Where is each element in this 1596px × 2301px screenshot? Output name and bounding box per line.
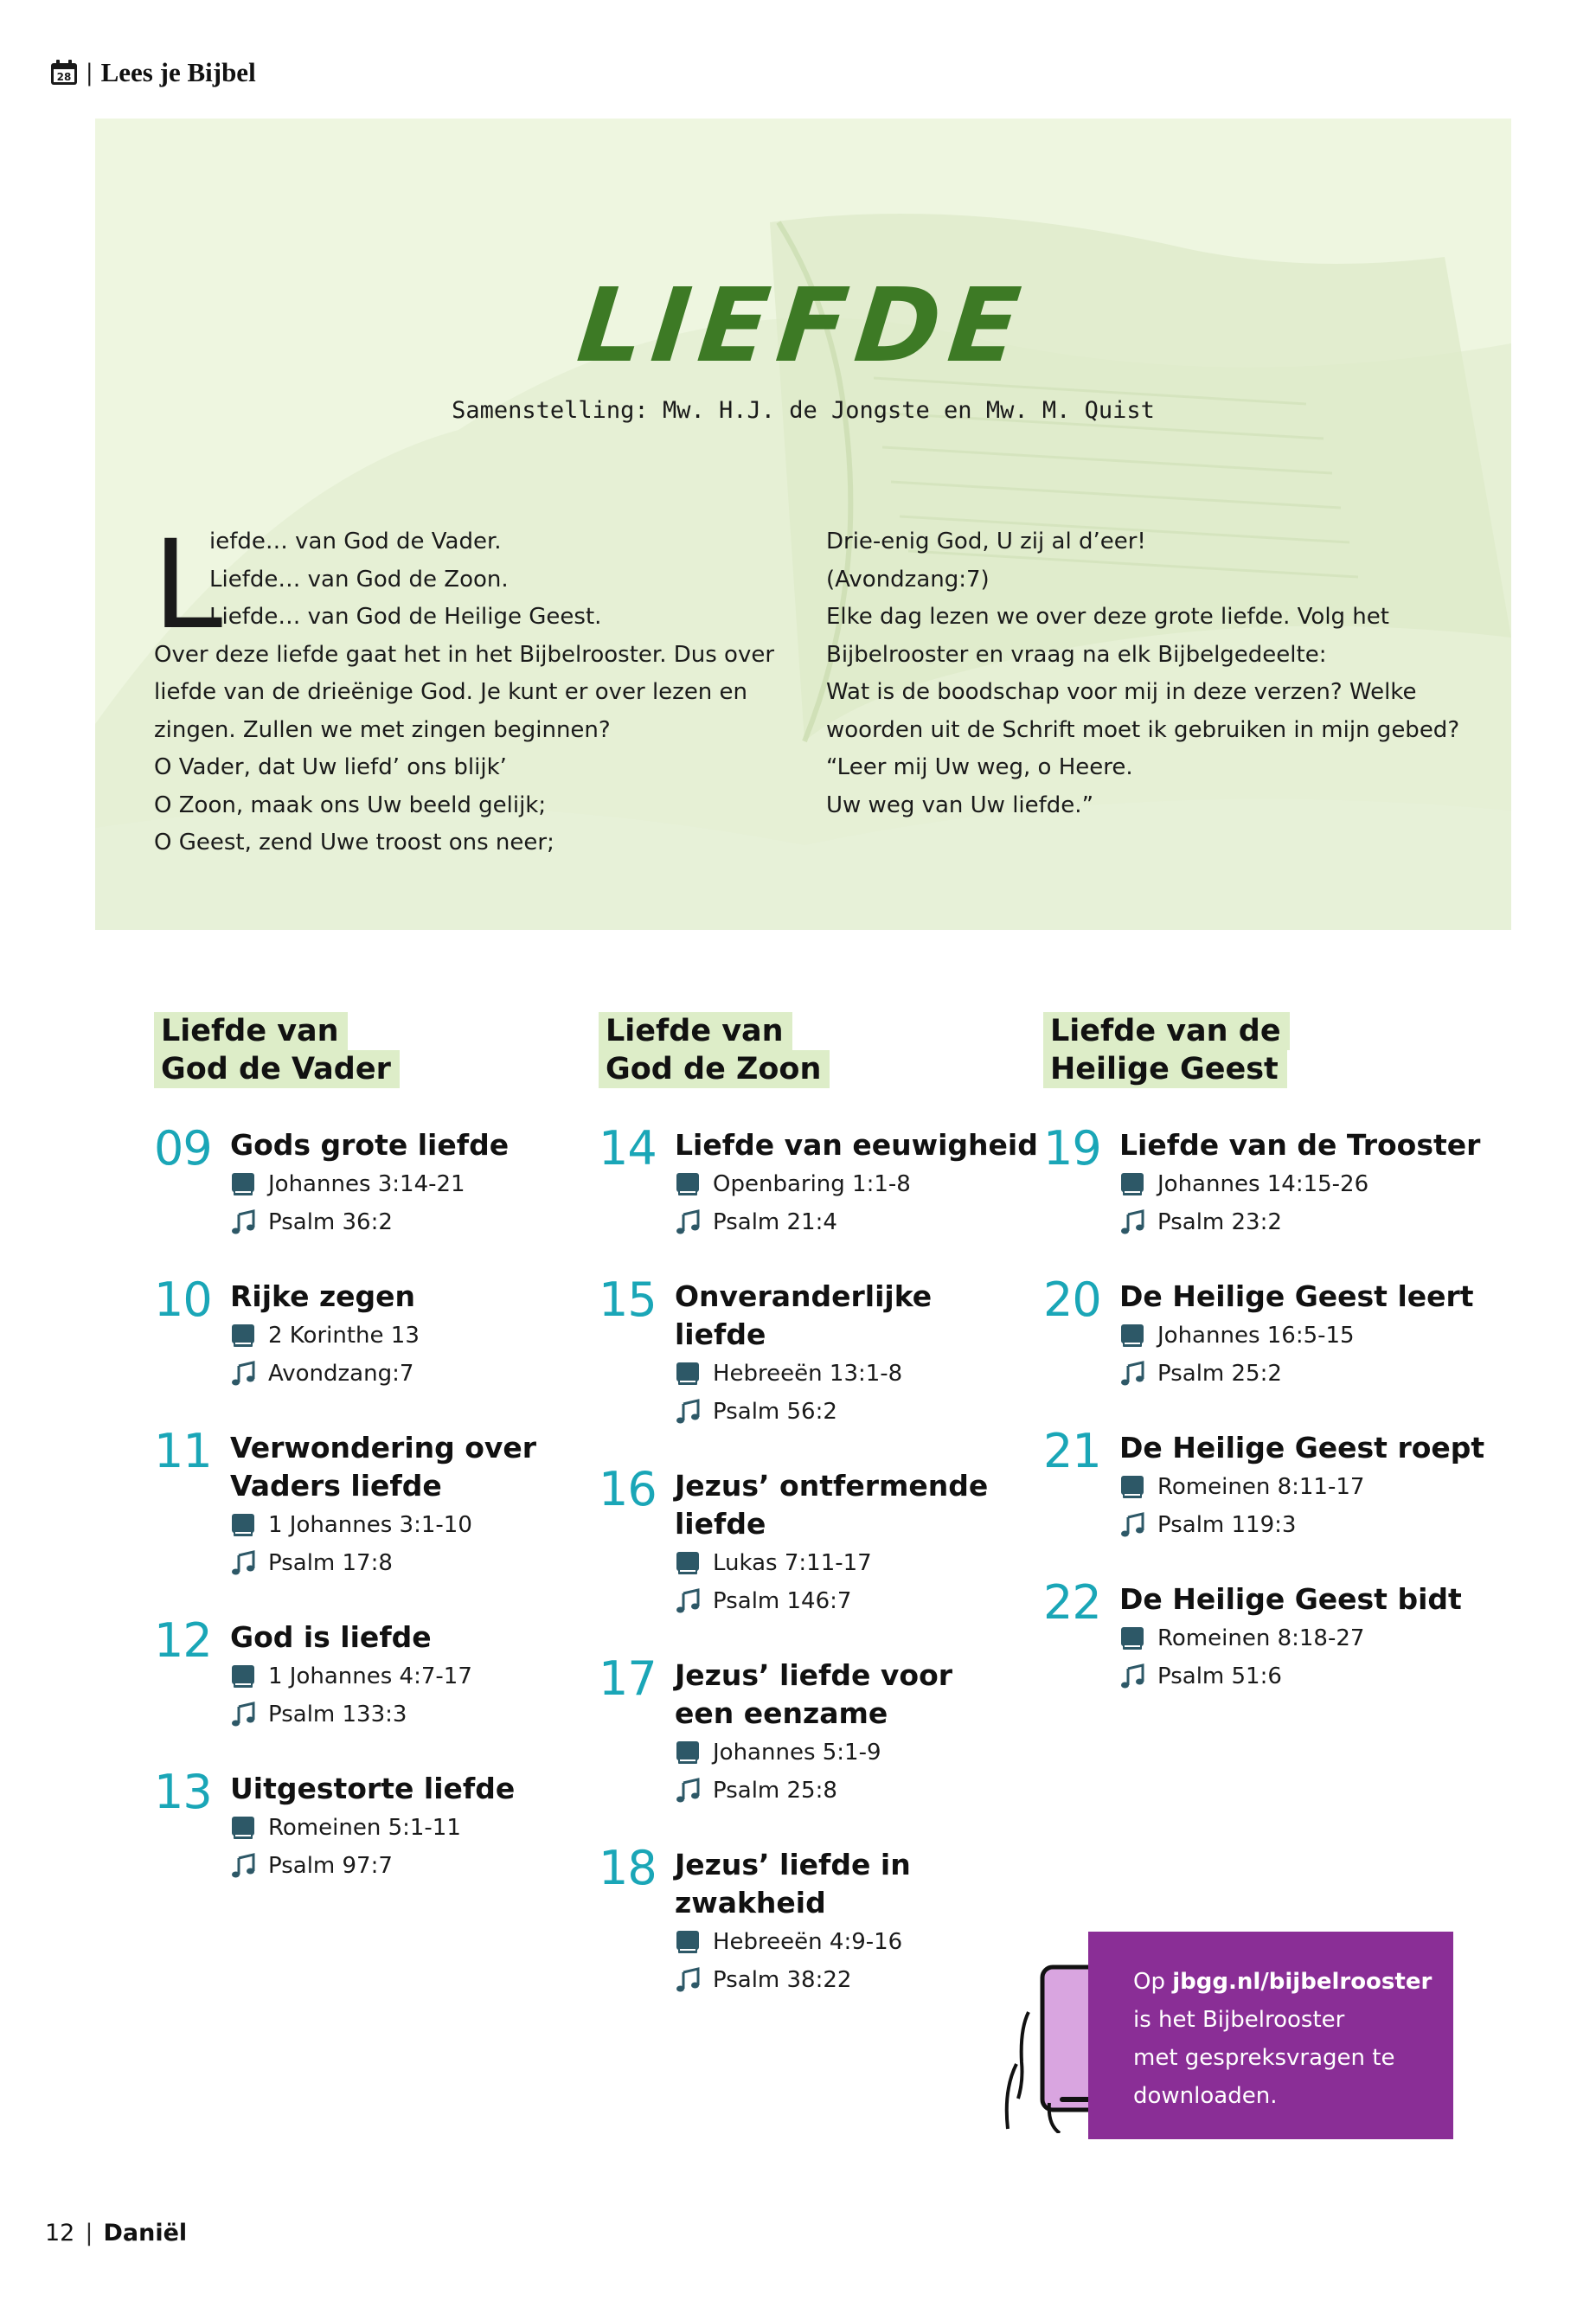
bible-reference-text: Romeinen 5:1-11: [268, 1815, 461, 1841]
music-note-icon: [1119, 1663, 1145, 1689]
bible-reference-text: Openbaring 1:1-8: [713, 1171, 911, 1197]
section-heading-line: God de Vader: [154, 1050, 400, 1088]
svg-text:28: 28: [56, 71, 72, 83]
reading-title: Liefde van de Trooster: [1119, 1128, 1481, 1162]
reading-title: Gods grote liefde: [230, 1128, 510, 1162]
page-number: 12: [45, 2220, 75, 2247]
section-heading-line: Liefde van: [154, 1012, 348, 1050]
day-number: 14: [599, 1121, 657, 1176]
song-reference-text: Psalm 17:8: [268, 1550, 393, 1576]
bible-reference-text: Johannes 14:15-26: [1157, 1171, 1369, 1197]
day-number: 09: [154, 1121, 212, 1176]
reading-title: De Heilige Geest roept: [1119, 1431, 1485, 1465]
intro-line: Drie-enig God, U zij al d’eer!: [826, 529, 1146, 554]
bible-reference-text: Romeinen 8:11-17: [1157, 1474, 1365, 1500]
music-note-icon: [1119, 1361, 1145, 1387]
book-icon: [230, 1512, 256, 1538]
intro-line: Liefde… van God de Zoon.: [209, 566, 509, 593]
day-number: 22: [1043, 1575, 1101, 1630]
bible-reference: [675, 1740, 881, 1766]
book-icon: [230, 1663, 256, 1689]
promo-line: is het Bijbelrooster: [1133, 2007, 1345, 2033]
music-note-icon: [675, 1588, 701, 1614]
song-reference-text: Psalm 146:7: [713, 1588, 852, 1614]
drop-cap: L: [154, 510, 227, 655]
bible-reference-text: Johannes 16:5-15: [1157, 1323, 1355, 1349]
reading-title: God is liefde: [230, 1620, 432, 1654]
header-title: Lees je Bijbel: [100, 57, 256, 87]
reading-title: Verwondering over Vaders liefde: [230, 1431, 537, 1503]
footer-section: Daniël: [103, 2220, 188, 2247]
song-reference: [230, 1853, 393, 1879]
promo-text: [1133, 1963, 1432, 2115]
bible-reference: [230, 1512, 472, 1538]
intro-line: Over deze liefde gaat het in het Bijbelrooster. Dus over: [154, 641, 775, 668]
bible-reference-text: 1 Johannes 4:7-17: [268, 1663, 472, 1689]
music-note-icon: [230, 1361, 256, 1387]
intro-left-column: [154, 510, 777, 862]
reading-title: Rijke zegen: [230, 1279, 416, 1313]
header-separator: |: [87, 58, 93, 87]
song-reference-text: Psalm 21:4: [713, 1209, 837, 1235]
calendar-icon: [50, 60, 78, 86]
day-number: 13: [154, 1765, 212, 1819]
intro-line: (Avondzang:7): [826, 566, 990, 593]
bible-reference: [230, 1171, 465, 1197]
song-reference: [1119, 1663, 1282, 1689]
song-reference-text: Psalm 97:7: [268, 1853, 393, 1879]
intro-line: O Vader, dat Uw liefd’ ons blijk’: [154, 754, 507, 780]
section-heading-line: God de Zoon: [599, 1050, 830, 1088]
bible-reference-text: Hebreeën 4:9-16: [713, 1929, 903, 1955]
bible-reference-text: 2 Korinthe 13: [268, 1323, 420, 1349]
bible-reference: [1119, 1171, 1368, 1197]
intro-line: “Leer mij Uw weg, o Heere.: [826, 754, 1133, 780]
reading-title: Jezus’ liefde voor een eenzame: [675, 1658, 953, 1730]
song-reference-text: Psalm 133:3: [268, 1702, 407, 1727]
bible-reference: [230, 1323, 420, 1349]
day-number: 18: [599, 1841, 657, 1895]
intro-line: Liefde… van God de Heilige Geest.: [209, 604, 602, 630]
day-number: 16: [599, 1462, 657, 1516]
bible-reference-text: Johannes 5:1-9: [713, 1740, 881, 1766]
song-reference: [230, 1702, 407, 1727]
song-reference: [230, 1550, 393, 1576]
bible-reference-text: 1 Johannes 3:1-10: [268, 1512, 472, 1538]
song-reference: [1119, 1209, 1282, 1235]
bible-reference: [1119, 1474, 1364, 1500]
song-reference: [675, 1399, 837, 1425]
bible-reference-text: Johannes 3:14-21: [268, 1171, 465, 1197]
intro-line: zingen. Zullen we met zingen beginnen?: [154, 716, 611, 743]
promo-line: met gespreksvragen te: [1133, 2045, 1395, 2071]
section-heading-line: Liefde van: [599, 1012, 792, 1050]
bible-reference: [1119, 1323, 1355, 1349]
book-icon: [1119, 1474, 1145, 1500]
song-reference-text: Psalm 36:2: [268, 1209, 393, 1235]
music-note-icon: [230, 1550, 256, 1576]
book-icon: [230, 1815, 256, 1841]
section-heading-zoon: [599, 1012, 830, 1088]
song-reference: [1119, 1361, 1282, 1387]
song-reference: [230, 1361, 413, 1387]
bible-reference: [230, 1815, 461, 1841]
intro-right-column: [826, 523, 1484, 824]
music-note-icon: [1119, 1209, 1145, 1235]
reading-title: Uitgestorte liefde: [230, 1772, 516, 1805]
book-icon: [675, 1740, 701, 1766]
page-header: [50, 57, 256, 88]
music-note-icon: [230, 1702, 256, 1727]
day-number: 15: [599, 1272, 657, 1327]
reading-title: De Heilige Geest leert: [1119, 1279, 1474, 1313]
music-note-icon: [675, 1967, 701, 1993]
music-note-icon: [675, 1778, 701, 1804]
day-number: 20: [1043, 1272, 1101, 1327]
song-reference-text: Avondzang:7: [268, 1361, 414, 1387]
song-reference: [230, 1209, 393, 1235]
intro-line: iefde… van God de Vader.: [209, 529, 502, 554]
book-icon: [675, 1361, 701, 1387]
music-note-icon: [230, 1853, 256, 1879]
music-note-icon: [230, 1209, 256, 1235]
song-reference: [675, 1967, 851, 1993]
reading-title: Jezus’ ontfermende liefde: [675, 1469, 989, 1541]
book-icon: [1119, 1323, 1145, 1349]
song-reference: [675, 1588, 851, 1614]
song-reference-text: Psalm 119:3: [1157, 1512, 1297, 1538]
day-number: 12: [154, 1613, 212, 1668]
page-footer: [45, 2220, 187, 2247]
reading-title: Jezus’ liefde in zwakheid: [675, 1848, 911, 1920]
day-number: 17: [599, 1651, 657, 1706]
reading-title: Onveranderlijke liefde: [675, 1279, 933, 1351]
promo-line: downloaden.: [1133, 2083, 1278, 2109]
music-note-icon: [1119, 1512, 1145, 1538]
promo-link[interactable]: jbgg.nl/bijbelrooster: [1172, 1969, 1433, 1995]
music-note-icon: [675, 1209, 701, 1235]
song-reference: [1119, 1512, 1296, 1538]
intro-line: Bijbelrooster en vraag na elk Bijbelgedeelte:: [826, 641, 1327, 668]
song-reference: [675, 1778, 837, 1804]
section-heading-geest: [1043, 1012, 1290, 1088]
section-heading-line: Heilige Geest: [1043, 1050, 1287, 1088]
book-icon: [230, 1323, 256, 1349]
book-icon: [675, 1171, 701, 1197]
reading-title: De Heilige Geest bidt: [1119, 1582, 1462, 1616]
day-number: 19: [1043, 1121, 1101, 1176]
song-reference-text: Psalm 56:2: [713, 1399, 837, 1425]
footer-separator: |: [85, 2220, 93, 2247]
download-promo-box: [1088, 1932, 1453, 2139]
promo-prefix: Op: [1133, 1969, 1173, 1995]
song-reference-text: Psalm 38:22: [713, 1967, 852, 1993]
book-icon: [675, 1929, 701, 1955]
page-title: LIEFDE: [572, 266, 1035, 385]
reading-title: Liefde van eeuwigheid: [675, 1128, 1038, 1162]
day-number: 21: [1043, 1424, 1101, 1478]
bible-reference-text: Hebreeën 13:1-8: [713, 1361, 903, 1387]
intro-line: O Zoon, maak ons Uw beeld gelijk;: [154, 792, 547, 818]
bible-reference: [675, 1550, 872, 1576]
book-icon: [1119, 1625, 1145, 1651]
book-icon: [230, 1171, 256, 1197]
music-note-icon: [675, 1399, 701, 1425]
intro-line: Elke dag lezen we over deze grote liefde. Volg het: [826, 604, 1389, 630]
bible-reference: [230, 1663, 472, 1689]
section-heading-vader: [154, 1012, 400, 1088]
bible-reference: [1119, 1625, 1364, 1651]
bible-reference: [675, 1171, 911, 1197]
credit-line: Samenstelling: Mw. H.J. de Jongste en Mw. M. Quist: [452, 397, 1155, 424]
intro-line: O Geest, zend Uwe troost ons neer;: [154, 830, 554, 856]
hero-panel: [95, 119, 1511, 930]
bible-reference: [675, 1361, 902, 1387]
song-reference-text: Psalm 25:2: [1157, 1361, 1282, 1387]
song-reference-text: Psalm 23:2: [1157, 1209, 1282, 1235]
bible-reference-text: Romeinen 8:18-27: [1157, 1625, 1365, 1651]
song-reference: [675, 1209, 837, 1235]
song-reference-text: Psalm 25:8: [713, 1778, 837, 1804]
intro-line: Uw weg van Uw liefde.”: [826, 792, 1094, 818]
book-icon: [1119, 1171, 1145, 1197]
intro-line: woorden uit de Schrift moet ik gebruiken in mijn gebed?: [826, 716, 1460, 743]
song-reference-text: Psalm 51:6: [1157, 1663, 1282, 1689]
bible-reference-text: Lukas 7:11-17: [713, 1550, 872, 1576]
day-number: 11: [154, 1424, 212, 1478]
book-icon: [675, 1550, 701, 1576]
bible-reference: [675, 1929, 902, 1955]
day-number: 10: [154, 1272, 212, 1327]
intro-line: liefde van de drieënige God. Je kunt er over lezen en: [154, 679, 748, 705]
section-heading-line: Liefde van de: [1043, 1012, 1290, 1050]
intro-line: Wat is de boodschap voor mij in deze verzen? Welke: [826, 679, 1417, 705]
